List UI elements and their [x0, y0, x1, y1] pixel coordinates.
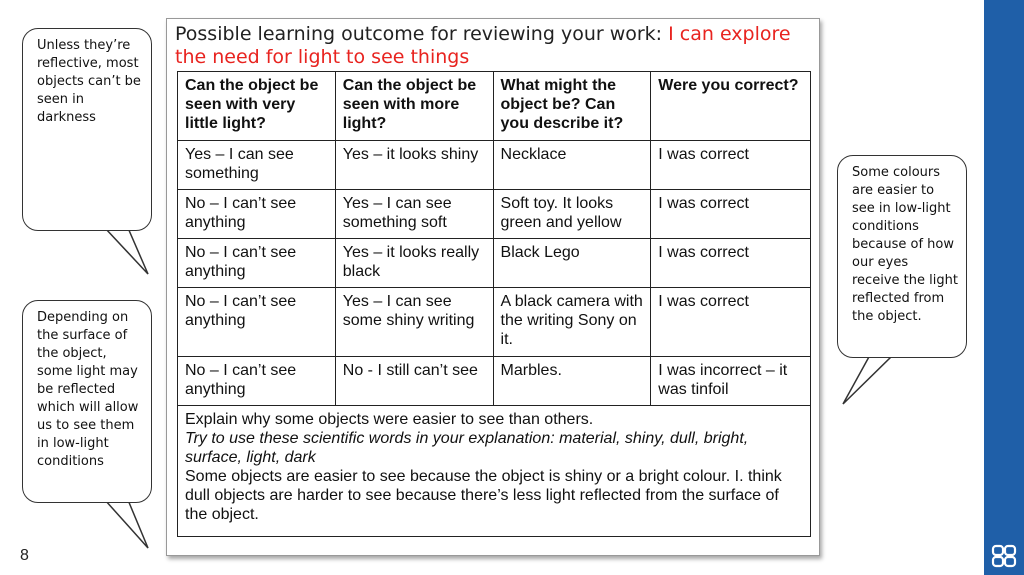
table-cell: Yes – I can see some shiny writing — [335, 288, 493, 357]
table-cell: No - I still can’t see — [335, 357, 493, 406]
table-cell: Yes – I can see something soft — [335, 190, 493, 239]
speech-bubble-right-text: Some colours are easier to see in low-light conditions because of how our eyes receive the light reflected from the object. — [852, 165, 958, 324]
table-cell: A black camera with the writing Sony on it. — [493, 288, 651, 357]
table-cell: Yes – I can see something — [178, 141, 336, 190]
table-cell: I was incorrect – it was tinfoil — [651, 357, 811, 406]
school-logo-icon — [990, 542, 1018, 570]
table-row — [178, 190, 811, 239]
explanation-prompt: Try to use these scientific words in your explanation: material, shiny, dull, bright, surface, light, dark — [185, 430, 749, 466]
speech-bubble-top-left-text: Unless they’re reflective, most objects can’t be seen in darkness — [37, 38, 141, 125]
title-prefix: Possible learning outcome for reviewing your work: — [175, 23, 669, 45]
table-row — [178, 141, 811, 190]
table-cell: Necklace — [493, 141, 651, 190]
title-highlight: I can explore the need for light to see things — [175, 23, 791, 68]
table-cell: Marbles. — [493, 357, 651, 406]
table-cell: No – I can’t see anything — [178, 239, 336, 288]
speech-bubble-right — [837, 155, 967, 358]
speech-bubble-bottom-left-text: Depending on the surface of the object, some light may be reflected which will allow us to see them in low-light conditions — [37, 310, 139, 469]
table-header-cell: Can the object be seen with very little light? — [178, 72, 336, 141]
table-cell: Black Lego — [493, 239, 651, 288]
worksheet-card — [166, 18, 820, 556]
table-header-cell: Were you correct? — [651, 72, 811, 141]
table-cell: I was correct — [651, 190, 811, 239]
explanation-answer: Some objects are easier to see because the object is shiny or a bright colour. I. think dull objects are harder to see because there’s less light reflected from the surface of the object. — [185, 468, 782, 523]
table-row — [178, 239, 811, 288]
table-cell: No – I can’t see anything — [178, 190, 336, 239]
speech-bubble-bottom-left — [22, 300, 152, 503]
table-header-cell: Can the object be seen with more light? — [335, 72, 493, 141]
card-title — [175, 23, 795, 69]
speech-bubble-top-left — [22, 28, 152, 231]
table-cell: No – I can’t see anything — [178, 288, 336, 357]
table-cell: No – I can’t see anything — [178, 357, 336, 406]
table-cell: I was correct — [651, 141, 811, 190]
side-accent-bar — [984, 0, 1024, 575]
table-row — [178, 357, 811, 406]
explanation-cell — [178, 406, 811, 537]
table-header-cell: What might the object be? Can you describe it? — [493, 72, 651, 141]
table-cell: Yes – it looks really black — [335, 239, 493, 288]
table-cell: Soft toy. It looks green and yellow — [493, 190, 651, 239]
explanation-row — [178, 406, 811, 537]
explanation-question: Explain why some objects were easier to see than others. — [185, 411, 594, 428]
slide-number: 8 — [20, 547, 29, 564]
table-cell: I was correct — [651, 239, 811, 288]
table-cell: I was correct — [651, 288, 811, 357]
review-table — [177, 71, 811, 537]
table-header-row — [178, 72, 811, 141]
table-row — [178, 288, 811, 357]
table-cell: Yes – it looks shiny — [335, 141, 493, 190]
